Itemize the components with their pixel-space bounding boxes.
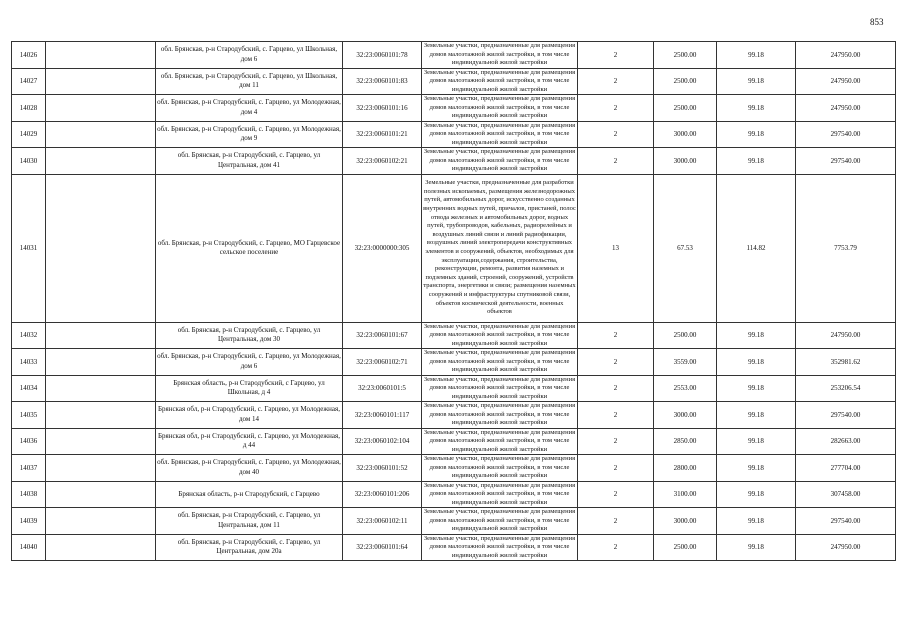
- area-cell: 2850.00: [654, 428, 717, 455]
- table-row: [12, 148, 896, 175]
- row-number: 14037: [12, 455, 46, 482]
- address-cell: обл. Брянская, р-н Стародубский, с. Гарцево, МО Гарцевское сельское поселение: [156, 174, 343, 322]
- table-row: [12, 121, 896, 148]
- group-cell: 2: [578, 95, 654, 122]
- cadastral-number-cell: 32:23:0000000:305: [343, 174, 422, 322]
- land-use-cell: Земельные участки, предназначенные для размещения домов малоэтажной жилой застройки, в том числе индивидуальной жилой застройки: [422, 375, 578, 402]
- row-number: 14039: [12, 508, 46, 535]
- cadastral-value-cell: 297540.00: [796, 402, 896, 429]
- area-cell: 3000.00: [654, 402, 717, 429]
- land-use-cell: Земельные участки, предназначенные для размещения домов малоэтажной жилой застройки, в том числе индивидуальной жилой застройки: [422, 481, 578, 508]
- blank-cell: [46, 121, 156, 148]
- row-number: 14034: [12, 375, 46, 402]
- table-row: [12, 322, 896, 349]
- address-cell: Брянская область, р-н Стародубский, с Гарцево, ул Школьная, д 4: [156, 375, 343, 402]
- cadastral-number-cell: 32:23:0060101:83: [343, 68, 422, 95]
- area-cell: 2500.00: [654, 322, 717, 349]
- table-body: [12, 42, 896, 561]
- specific-value-cell: 99.18: [717, 95, 796, 122]
- cadastral-number-cell: 32:23:0060102:21: [343, 148, 422, 175]
- group-cell: 2: [578, 428, 654, 455]
- table-row: [12, 375, 896, 402]
- blank-cell: [46, 534, 156, 561]
- address-cell: обл. Брянская, р-н Стародубский, с. Гарцево, ул Молодежная, дом 40: [156, 455, 343, 482]
- group-cell: 2: [578, 121, 654, 148]
- specific-value-cell: 99.18: [717, 375, 796, 402]
- land-use-cell: Земельные участки, предназначенные для размещения домов малоэтажной жилой застройки, в том числе индивидуальной жилой застройки: [422, 428, 578, 455]
- cadastral-number-cell: 32:23:0060101:78: [343, 42, 422, 69]
- blank-cell: [46, 402, 156, 429]
- cadastral-value-cell: 253206.54: [796, 375, 896, 402]
- cadastral-number-cell: 32:23:0060101:5: [343, 375, 422, 402]
- address-cell: обл. Брянская, р-н Стародубский, с. Гарцево, ул Молодежная, дом 4: [156, 95, 343, 122]
- blank-cell: [46, 508, 156, 535]
- land-use-cell: Земельные участки, предназначенные для размещения домов малоэтажной жилой застройки, в том числе индивидуальной жилой застройки: [422, 95, 578, 122]
- group-cell: 2: [578, 68, 654, 95]
- group-cell: 2: [578, 148, 654, 175]
- cadastral-value-cell: 7753.79: [796, 174, 896, 322]
- table-row: [12, 455, 896, 482]
- area-cell: 2500.00: [654, 42, 717, 69]
- table-row: [12, 349, 896, 376]
- area-cell: 2800.00: [654, 455, 717, 482]
- table-row: [12, 508, 896, 535]
- cadastral-number-cell: 32:23:0060102:11: [343, 508, 422, 535]
- blank-cell: [46, 428, 156, 455]
- specific-value-cell: 99.18: [717, 349, 796, 376]
- land-use-cell: Земельные участки, предназначенные для размещения домов малоэтажной жилой застройки, в том числе индивидуальной жилой застройки: [422, 508, 578, 535]
- row-number: 14036: [12, 428, 46, 455]
- land-use-cell: Земельные участки, предназначенные для размещения домов малоэтажной жилой застройки, в том числе индивидуальной жилой застройки: [422, 322, 578, 349]
- group-cell: 2: [578, 322, 654, 349]
- group-cell: 2: [578, 375, 654, 402]
- cadastral-value-cell: 247950.00: [796, 322, 896, 349]
- land-use-cell: Земельные участки, предназначенные для размещения домов малоэтажной жилой застройки, в том числе индивидуальной жилой застройки: [422, 455, 578, 482]
- cadastral-number-cell: 32:23:0060101:206: [343, 481, 422, 508]
- specific-value-cell: 99.18: [717, 508, 796, 535]
- row-number: 14035: [12, 402, 46, 429]
- cadastral-number-cell: 32:23:0060101:16: [343, 95, 422, 122]
- land-use-cell: Земельные участки, предназначенные для размещения домов малоэтажной жилой застройки, в том числе индивидуальной жилой застройки: [422, 148, 578, 175]
- cadastral-value-cell: 307458.00: [796, 481, 896, 508]
- blank-cell: [46, 42, 156, 69]
- group-cell: 2: [578, 402, 654, 429]
- table-row: [12, 95, 896, 122]
- land-use-cell: Земельные участки, предназначенные для размещения домов малоэтажной жилой застройки, в том числе индивидуальной жилой застройки: [422, 121, 578, 148]
- table-row: [12, 174, 896, 322]
- blank-cell: [46, 322, 156, 349]
- blank-cell: [46, 95, 156, 122]
- row-number: 14028: [12, 95, 46, 122]
- cadastral-number-cell: 32:23:0060101:64: [343, 534, 422, 561]
- specific-value-cell: 99.18: [717, 322, 796, 349]
- group-cell: 2: [578, 349, 654, 376]
- area-cell: 67.53: [654, 174, 717, 322]
- area-cell: 2500.00: [654, 68, 717, 95]
- area-cell: 3000.00: [654, 121, 717, 148]
- row-number: 14031: [12, 174, 46, 322]
- land-use-cell: Земельные участки, предназначенные для разработки полезных ископаемых, размещения железнодорожных путей, автомобильных дорог, искусственно созданных внутренних водных путей, причалов, пристаней, полос отвода железных и автомобильных дорог, водных путей, трубопроводов, кабельных, радиорелейных и воздушных линий связи и линий радиофикации, воздушных линий электропередачи конструктивных элементов и сооружений, объектов, необходимых для эксплуатации,содержания, строительства, реконструкции, ремонта, развития наземных и подземных зданий, строений, сооружений, устройств транспорта, энергетики и связи; размещения наземных сооружений и инфраструктуры спутниковой связи, объектов космической деятельности, военных объектов: [422, 174, 578, 322]
- cadastral-number-cell: 32:23:0060101:52: [343, 455, 422, 482]
- cadastral-value-cell: 297540.00: [796, 508, 896, 535]
- address-cell: обл. Брянская, р-н Стародубский, с. Гарцево, ул Центральная, дом 11: [156, 508, 343, 535]
- land-use-cell: Земельные участки, предназначенные для размещения домов малоэтажной жилой застройки, в том числе индивидуальной жилой застройки: [422, 68, 578, 95]
- land-use-cell: Земельные участки, предназначенные для размещения домов малоэтажной жилой застройки, в том числе индивидуальной жилой застройки: [422, 42, 578, 69]
- specific-value-cell: 99.18: [717, 455, 796, 482]
- cadastral-value-cell: 282663.00: [796, 428, 896, 455]
- address-cell: обл. Брянская, р-н Стародубский, с. Гарцево, ул Центральная, дом 20а: [156, 534, 343, 561]
- cadastral-value-table: [11, 41, 896, 561]
- address-cell: обл. Брянская, р-н Стародубский, с. Гарцево, ул Школьная, дом 6: [156, 42, 343, 69]
- cadastral-value-cell: 247950.00: [796, 68, 896, 95]
- specific-value-cell: 99.18: [717, 68, 796, 95]
- specific-value-cell: 99.18: [717, 402, 796, 429]
- blank-cell: [46, 174, 156, 322]
- address-cell: Брянская обл, р-н Стародубский, с. Гарцево, ул Молодежная, д 44: [156, 428, 343, 455]
- row-number: 14026: [12, 42, 46, 69]
- group-cell: 2: [578, 508, 654, 535]
- specific-value-cell: 99.18: [717, 534, 796, 561]
- row-number: 14033: [12, 349, 46, 376]
- area-cell: 2500.00: [654, 95, 717, 122]
- cadastral-number-cell: 32:23:0060101:21: [343, 121, 422, 148]
- table-row: [12, 534, 896, 561]
- row-number: 14038: [12, 481, 46, 508]
- cadastral-value-cell: 352981.62: [796, 349, 896, 376]
- area-cell: 2500.00: [654, 534, 717, 561]
- address-cell: обл. Брянская, р-н Стародубский, с. Гарцево, ул Школьная, дом 11: [156, 68, 343, 95]
- table-row: [12, 42, 896, 69]
- area-cell: 2553.00: [654, 375, 717, 402]
- blank-cell: [46, 375, 156, 402]
- cadastral-number-cell: 32:23:0060101:67: [343, 322, 422, 349]
- cadastral-number-cell: 32:23:0060101:117: [343, 402, 422, 429]
- table-row: [12, 68, 896, 95]
- cadastral-number-cell: 32:23:0060102:71: [343, 349, 422, 376]
- row-number: 14027: [12, 68, 46, 95]
- address-cell: обл. Брянская, р-н Стародубский, с. Гарцево, ул Молодежная, дом 6: [156, 349, 343, 376]
- row-number: 14029: [12, 121, 46, 148]
- area-cell: 3000.00: [654, 508, 717, 535]
- area-cell: 3100.00: [654, 481, 717, 508]
- area-cell: 3000.00: [654, 148, 717, 175]
- blank-cell: [46, 481, 156, 508]
- blank-cell: [46, 148, 156, 175]
- group-cell: 2: [578, 455, 654, 482]
- blank-cell: [46, 455, 156, 482]
- cadastral-number-cell: 32:23:0060102:104: [343, 428, 422, 455]
- row-number: 14032: [12, 322, 46, 349]
- land-use-cell: Земельные участки, предназначенные для размещения домов малоэтажной жилой застройки, в том числе индивидуальной жилой застройки: [422, 534, 578, 561]
- area-cell: 3559.00: [654, 349, 717, 376]
- group-cell: 2: [578, 42, 654, 69]
- cadastral-value-cell: 297540.00: [796, 121, 896, 148]
- specific-value-cell: 99.18: [717, 121, 796, 148]
- group-cell: 2: [578, 534, 654, 561]
- address-cell: обл. Брянская, р-н Стародубский, с. Гарцево, ул Молодежная, дом 9: [156, 121, 343, 148]
- specific-value-cell: 114.82: [717, 174, 796, 322]
- group-cell: 13: [578, 174, 654, 322]
- group-cell: 2: [578, 481, 654, 508]
- specific-value-cell: 99.18: [717, 42, 796, 69]
- cadastral-value-cell: 277704.00: [796, 455, 896, 482]
- blank-cell: [46, 349, 156, 376]
- blank-cell: [46, 68, 156, 95]
- table-row: [12, 402, 896, 429]
- row-number: 14030: [12, 148, 46, 175]
- table-row: [12, 481, 896, 508]
- address-cell: обл. Брянская, р-н Стародубский, с. Гарцево, ул Центральная, дом 41: [156, 148, 343, 175]
- land-use-cell: Земельные участки, предназначенные для размещения домов малоэтажной жилой застройки, в том числе индивидуальной жилой застройки: [422, 402, 578, 429]
- address-cell: Брянская обл, р-н Стародубский, с. Гарцево, ул Молодежная, дом 14: [156, 402, 343, 429]
- specific-value-cell: 99.18: [717, 148, 796, 175]
- specific-value-cell: 99.18: [717, 481, 796, 508]
- address-cell: Брянская область, р-н Стародубский, с Гарцево: [156, 481, 343, 508]
- table-row: [12, 428, 896, 455]
- cadastral-value-cell: 247950.00: [796, 42, 896, 69]
- specific-value-cell: 99.18: [717, 428, 796, 455]
- cadastral-value-cell: 247950.00: [796, 95, 896, 122]
- land-use-cell: Земельные участки, предназначенные для размещения домов малоэтажной жилой застройки, в том числе индивидуальной жилой застройки: [422, 349, 578, 376]
- address-cell: обл. Брянская, р-н Стародубский, с. Гарцево, ул Центральная, дом 30: [156, 322, 343, 349]
- page-number: 853: [870, 17, 884, 27]
- row-number: 14040: [12, 534, 46, 561]
- cadastral-value-cell: 247950.00: [796, 534, 896, 561]
- cadastral-value-cell: 297540.00: [796, 148, 896, 175]
